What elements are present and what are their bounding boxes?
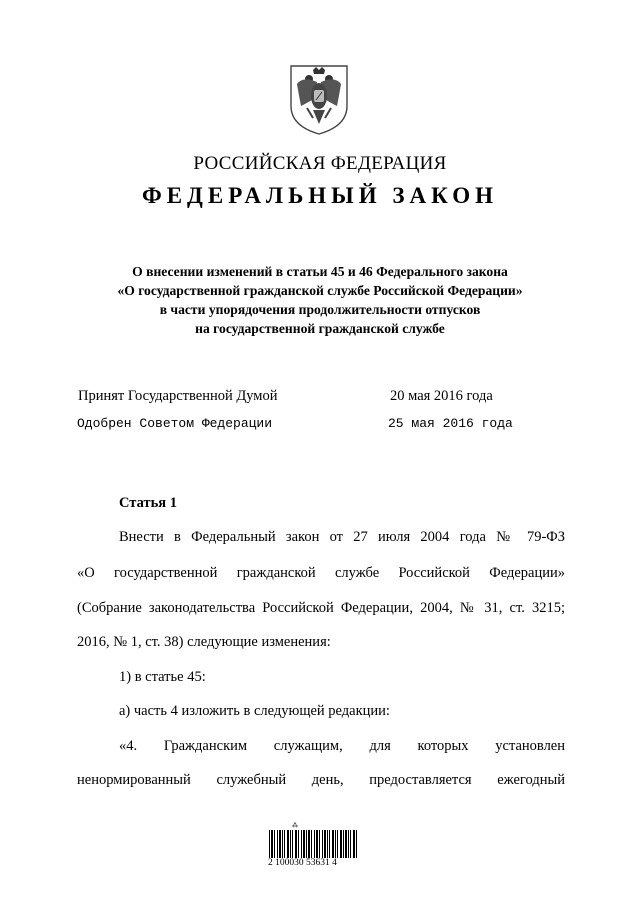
law-title-line: О внесении изменений в статьи 45 и 46 Федерального закона — [132, 264, 508, 279]
council-approval-label: Одобрен Советом Федерации — [77, 416, 273, 431]
duma-adoption-date: 20 мая 2016 года — [390, 388, 493, 404]
law-title — [40, 262, 600, 338]
country-name: РОССИЙСКАЯ ФЕДЕРАЦИЯ — [193, 153, 447, 174]
article-text-line: Внести в Федеральный закон от 27 июля 2004 года № 79-ФЗ — [119, 529, 565, 545]
article-text-line: 1) в статье 45: — [119, 669, 206, 685]
law-title-line: «О государственной гражданской службе Российской Федерации» — [117, 283, 523, 298]
article-text-line: ненормированный служебный день, предоставляется ежегодный — [77, 772, 565, 788]
council-approval-date: 25 мая 2016 года — [388, 416, 513, 431]
barcode-number: 2 100030 53631 4 — [268, 858, 337, 868]
article-text-line: «О государственной гражданской службе Российской Федерации» — [77, 565, 565, 581]
article-text-line: (Собрание законодательства Российской Федерации, 2004, № 31, ст. 3215; — [77, 600, 565, 616]
barcode-mark-icon: ⁂ — [292, 823, 298, 829]
law-kind-heading: ФЕДЕРАЛЬНЫЙ ЗАКОН — [141, 183, 499, 208]
document-barcode — [268, 822, 358, 880]
law-title-line: в части упорядочения продолжительности отпусков — [159, 302, 481, 317]
coat-of-arms-icon — [287, 62, 351, 136]
duma-adoption-label: Принят Государственной Думой — [78, 388, 278, 404]
article-text-line: «4. Гражданским служащим, для которых установлен — [119, 738, 565, 754]
law-title-line: на государственной гражданской службе — [195, 321, 445, 336]
article-text-line: 2016, № 1, ст. 38) следующие изменения: — [77, 634, 331, 650]
article-text-line: а) часть 4 изложить в следующей редакции: — [119, 703, 390, 719]
barcode-bars — [268, 830, 358, 858]
article-heading: Статья 1 — [119, 495, 177, 511]
